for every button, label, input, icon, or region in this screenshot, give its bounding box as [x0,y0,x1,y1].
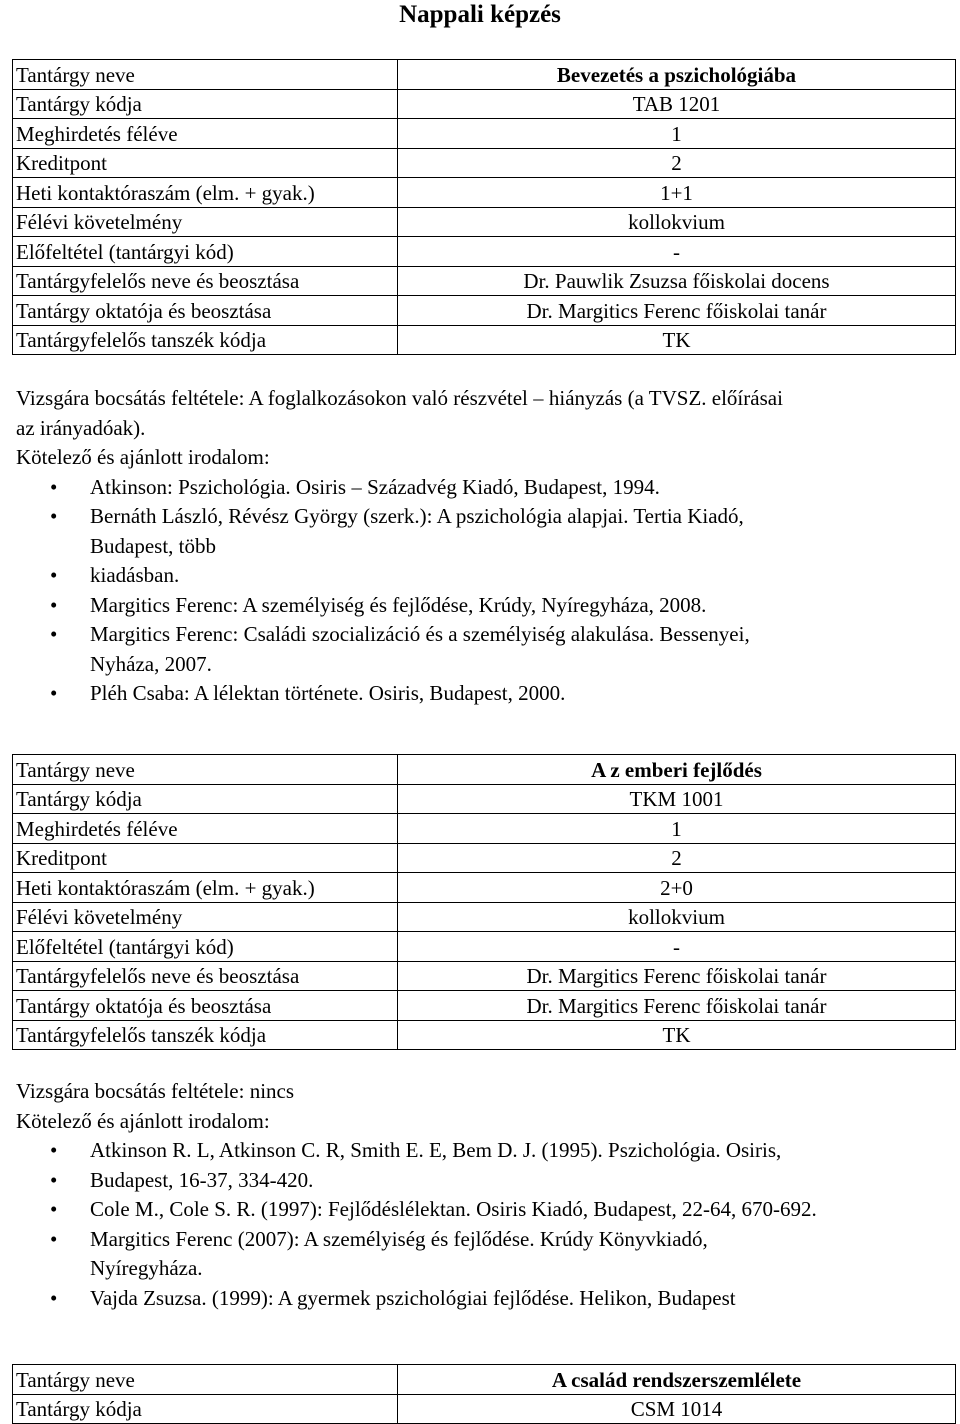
row-value: CSM 1014 [398,1394,956,1424]
row-value: TK [398,1020,956,1050]
list-item-cont: Nyháza, 2007. [90,651,212,676]
row-value: Bevezetés a pszichológiába [398,60,956,90]
list-item-cont: Budapest, több [90,533,216,558]
row-label: Heti kontaktóraszám (elm. + gyak.) [13,873,398,903]
row-value: - [398,932,956,962]
table-row [13,1394,956,1424]
list-item: • Cole M., Cole S. R. (1997): Fejlődéslélektan. Osiris Kiadó, Budapest, 22-64, 670-692. [90,1195,946,1225]
table-row [13,178,956,208]
row-label: Tantárgy kódja [13,89,398,119]
reference-list [16,1136,946,1313]
bullet-icon: • [50,681,58,705]
exam-condition: Vizsgára bocsátás feltétele: nincs [16,1079,295,1103]
row-label: Tantárgyfelelős neve és beosztása [13,266,398,296]
bullet-icon: • [50,1197,58,1221]
list-item: • kiadásban. [90,561,946,591]
table-row [13,266,956,296]
list-item: • Pléh Csaba: A lélektan története. Osiris, Budapest, 2000. [90,679,946,709]
row-label: Meghirdetés féléve [13,119,398,149]
exam-condition-cont: az irányadóak). [16,415,146,440]
course-1-details [16,384,946,709]
bullet-icon: • [50,1138,58,1162]
row-label: Tantárgy kódja [13,1394,398,1424]
course-table-3 [12,1364,956,1424]
list-item: • Margitics Ferenc: Családi szocializáció és a személyiség alakulása. Bessenyei, [90,620,946,650]
course-table-1 [12,59,956,355]
row-value: TAB 1201 [398,89,956,119]
row-value: kollokvium [398,902,956,932]
list-item: • Margitics Ferenc (2007): A személyiség és fejlődése. Krúdy Könyvkiadó, [90,1225,946,1255]
row-label: Tantárgy oktatója és beosztása [13,991,398,1021]
row-label: Kreditpont [13,843,398,873]
literature-heading: Kötelező és ajánlott irodalom: [16,1108,270,1133]
table-row [13,296,956,326]
table-row [13,237,956,267]
row-value: Dr. Margitics Ferenc főiskolai tanár [398,961,956,991]
table-row [13,961,956,991]
bullet-icon: • [50,504,58,528]
exam-condition: Vizsgára bocsátás feltétele: A foglalkozásokon való részvétel ⎯ hiányzás (a TVSZ. előírásai [16,386,783,410]
row-value: 2 [398,148,956,178]
table-row [13,148,956,178]
row-value: kollokvium [398,207,956,237]
bullet-icon: • [50,622,58,646]
row-label: Tantárgyfelelős tanszék kódja [13,1020,398,1050]
literature-heading: Kötelező és ajánlott irodalom: [16,445,270,469]
table-row [13,89,956,119]
table-row [13,60,956,90]
table-row [13,873,956,903]
row-label: Kreditpont [13,148,398,178]
course-2-details [16,1077,946,1313]
bullet-icon: • [50,1285,58,1310]
row-label: Tantárgy neve [13,755,398,785]
list-item: • Vajda Zsuzsa. (1999): A gyermek pszichológiai fejlődése. Helikon, Budapest [90,1284,946,1314]
reference-list [16,473,946,709]
bullet-icon: • [50,592,58,617]
row-label: Előfeltétel (tantárgyi kód) [13,237,398,267]
row-value: A család rendszerszemlélete [398,1365,956,1395]
table-row [13,207,956,237]
row-label: Tantárgy oktatója és beosztása [13,296,398,326]
row-value: 2+0 [398,873,956,903]
list-item: • Atkinson: Pszichológia. Osiris ⎯ Századvég Kiadó, Budapest, 1994. [90,473,946,503]
row-label: Előfeltétel (tantárgyi kód) [13,932,398,962]
row-value: 1 [398,119,956,149]
table-row [13,119,956,149]
row-label: Félévi követelmény [13,902,398,932]
course-table-2 [12,754,956,1050]
list-item: • Budapest, 16-37, 334-420. [90,1166,946,1196]
table-row [13,843,956,873]
page-title: Nappali képzés [399,1,561,28]
row-value: TK [398,325,956,355]
table-row [13,814,956,844]
table-row [13,902,956,932]
list-item: • Atkinson R. L, Atkinson C. R, Smith E. E, Bem D. J. (1995). Pszichológia. Osiris, [90,1136,946,1166]
row-value: TKM 1001 [398,784,956,814]
row-label: Tantárgy neve [13,1365,398,1395]
bullet-icon: • [50,563,58,587]
row-value: A z emberi fejlődés [398,755,956,785]
row-value: - [398,237,956,267]
row-label: Tantárgy neve [13,60,398,90]
row-value: 1+1 [398,178,956,208]
row-value: Dr. Margitics Ferenc főiskolai tanár [398,296,956,326]
bullet-icon: • [50,1226,58,1251]
row-label: Tantárgyfelelős neve és beosztása [13,961,398,991]
list-item-cont: Nyíregyháza. [90,1256,203,1280]
table-row [13,991,956,1021]
table-row [13,1365,956,1395]
row-value: Dr. Pauwlik Zsuzsa főiskolai docens [398,266,956,296]
bullet-icon: • [50,1167,58,1192]
table-row [13,325,956,355]
row-label: Meghirdetés féléve [13,814,398,844]
list-item: • Margitics Ferenc: A személyiség és fejlődése, Krúdy, Nyíregyháza, 2008. [90,591,946,621]
list-item: • Bernáth László, Révész György (szerk.): A pszichológia alapjai. Tertia Kiadó, [90,502,946,532]
row-label: Félévi követelmény [13,207,398,237]
row-value: Dr. Margitics Ferenc főiskolai tanár [398,991,956,1021]
table-row [13,755,956,785]
bullet-icon: • [50,474,58,499]
row-value: 2 [398,843,956,873]
table-row [13,932,956,962]
row-label: Heti kontaktóraszám (elm. + gyak.) [13,178,398,208]
row-label: Tantárgy kódja [13,784,398,814]
row-label: Tantárgyfelelős tanszék kódja [13,325,398,355]
row-value: 1 [398,814,956,844]
table-row [13,1020,956,1050]
table-row [13,784,956,814]
